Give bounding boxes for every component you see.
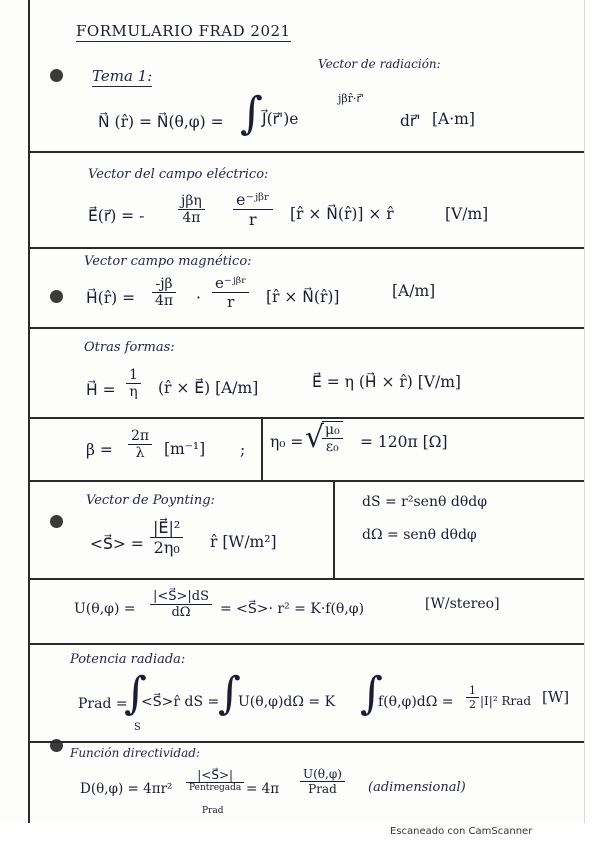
integral-sign: ∫ (360, 668, 383, 719)
denominator: 4π (182, 210, 201, 226)
other-forms-h-coef (126, 367, 141, 400)
surface-element: dS = r²senθ dθdφ (362, 494, 488, 510)
numerator: |<S⃗>| (186, 768, 244, 783)
page-title: FORMULARIO FRAD 2021 (76, 22, 291, 40)
beta-fraction (128, 428, 152, 461)
denominator: 2η₀ (153, 538, 180, 557)
half-fraction (466, 684, 479, 711)
poynting-rest: r̂ [W/m²] (210, 533, 277, 551)
denominator: 4π (155, 293, 174, 309)
intensity-fraction (150, 589, 212, 620)
radiation-vector-unit: [A·m] (432, 110, 475, 128)
numerator: 1 (126, 367, 141, 384)
margin-line (28, 0, 30, 823)
electric-field-label: Vector del campo eléctrico: (88, 167, 269, 182)
numerator: |E⃗|² (150, 518, 183, 538)
denominator: r (248, 210, 257, 229)
eta-fraction (322, 421, 343, 455)
scanner-watermark: Escaneado con CamScanner (390, 826, 533, 837)
directivity-lhs: D(θ,φ) = 4πr² (80, 781, 173, 797)
other-forms-e: E⃗ = η (H⃗ × r̂) [V/m] (312, 373, 461, 391)
electric-field-unit: [V/m] (445, 205, 489, 223)
eta-lhs: η₀ = (270, 433, 304, 451)
numerator: e⁻ʲᵝʳ (212, 274, 249, 293)
divider (30, 480, 584, 482)
divider (30, 578, 584, 580)
poynting-lhs: <S⃗> = (90, 535, 144, 553)
multiply-dot: · (196, 289, 201, 307)
divider (30, 643, 584, 645)
magnetic-field-rest: [r̂ × N⃗(r̂)] (266, 288, 340, 306)
divider (30, 417, 584, 419)
integral-sign: ∫ (240, 88, 263, 139)
radiation-vector-differential: dr⃗' (400, 112, 421, 130)
solid-angle-element: dΩ = senθ dθdφ (362, 527, 477, 543)
numerator: 2π (128, 428, 152, 445)
beta-unit: [m⁻¹] (164, 440, 206, 458)
directivity-fraction2 (300, 767, 345, 796)
denominator: 2 (469, 698, 476, 711)
punch-hole (50, 515, 63, 528)
numerator: jβη (178, 193, 205, 210)
radiated-power-unit: [W] (542, 688, 570, 706)
surface-subscript: S (134, 722, 141, 733)
directivity-mid: = 4π (246, 781, 280, 797)
denominator: Pentregada (189, 783, 242, 793)
radiation-vector-integrand: J⃗(r⃗')e (262, 110, 299, 128)
numerator: U(θ,φ) (300, 767, 345, 782)
denominator: Prad (308, 782, 337, 796)
integral-sign: ∫ (124, 668, 147, 719)
divider (30, 151, 584, 153)
radiation-vector-label: Vector de radiación: (318, 57, 441, 71)
intensity-rest: = <S⃗>· r² = K·f(θ,φ) (220, 601, 365, 617)
numerator: μ₀ (322, 422, 343, 439)
magnetic-field-coef (152, 276, 176, 309)
denominator: r (227, 293, 235, 311)
radiated-power-end: |I|² Rrad (480, 694, 532, 708)
other-forms-h-lhs: H⃗ = (86, 381, 116, 399)
magnetic-field-label: Vector campo magnético: (84, 254, 252, 269)
denominator: dΩ (171, 605, 191, 620)
other-forms-label: Otras formas: (84, 340, 175, 355)
intensity-lhs: U(θ,φ) = (74, 601, 136, 617)
radiation-vector-exponent: jβr̂·r⃗' (338, 92, 365, 105)
denominator: λ (135, 445, 145, 461)
separator: ; (240, 441, 246, 459)
divider (30, 741, 584, 743)
divider (30, 327, 584, 329)
magnetic-field-phase (212, 274, 249, 311)
punch-hole (50, 290, 63, 303)
beta-lhs: β = (86, 441, 113, 459)
denominator: ε₀ (325, 439, 339, 455)
divider (30, 247, 584, 249)
directivity-unit: (adimensional) (368, 780, 466, 795)
magnetic-field-lhs: H⃗(r̂) = (86, 289, 136, 307)
numerator: 1 (466, 684, 479, 698)
radiated-power-term2: U(θ,φ)dΩ = K (238, 694, 336, 710)
radiated-power-term3: f(θ,φ)dΩ = (378, 694, 454, 710)
poynting-fraction (150, 518, 183, 557)
directivity-label: Función directividad: (70, 746, 201, 760)
integral-sign: ∫ (218, 668, 241, 719)
column-divider (261, 417, 263, 480)
radiated-power-label: Potencia radiada: (70, 652, 186, 667)
numerator: e⁻ʲᵝʳ (233, 190, 273, 210)
directivity-den-sub: Prad (202, 806, 224, 816)
numerator: -jβ (152, 276, 176, 293)
numerator: |<S⃗>|dS (150, 589, 212, 605)
punch-hole (50, 69, 63, 82)
radiated-power-term1: <S⃗>r̂ dS = (141, 694, 220, 710)
radiation-vector-lhs: N⃗ (r̂) = N⃗(θ,φ) = (98, 113, 224, 131)
poynting-label: Vector de Poynting: (86, 493, 215, 508)
column-divider (333, 480, 335, 578)
sqrt-sign: √ (305, 420, 325, 455)
intensity-unit: [W/stereo] (425, 596, 500, 612)
radiated-power-lhs: Prad = (78, 696, 128, 712)
electric-field-phase (233, 190, 273, 229)
other-forms-h-rest: (r̂ × E⃗) [A/m] (158, 379, 259, 397)
electric-field-rest: [r̂ × N⃗(r̂)] × r̂ (290, 205, 394, 223)
electric-field-coef (178, 193, 205, 226)
magnetic-field-unit: [A/m] (392, 282, 436, 300)
electric-field-lhs: E⃗(r⃗) = - (88, 207, 145, 225)
eta-rhs: = 120π [Ω] (360, 433, 448, 451)
denominator: η (129, 384, 138, 400)
topic-heading: Tema 1: (92, 67, 153, 85)
directivity-fraction1 (186, 768, 244, 793)
